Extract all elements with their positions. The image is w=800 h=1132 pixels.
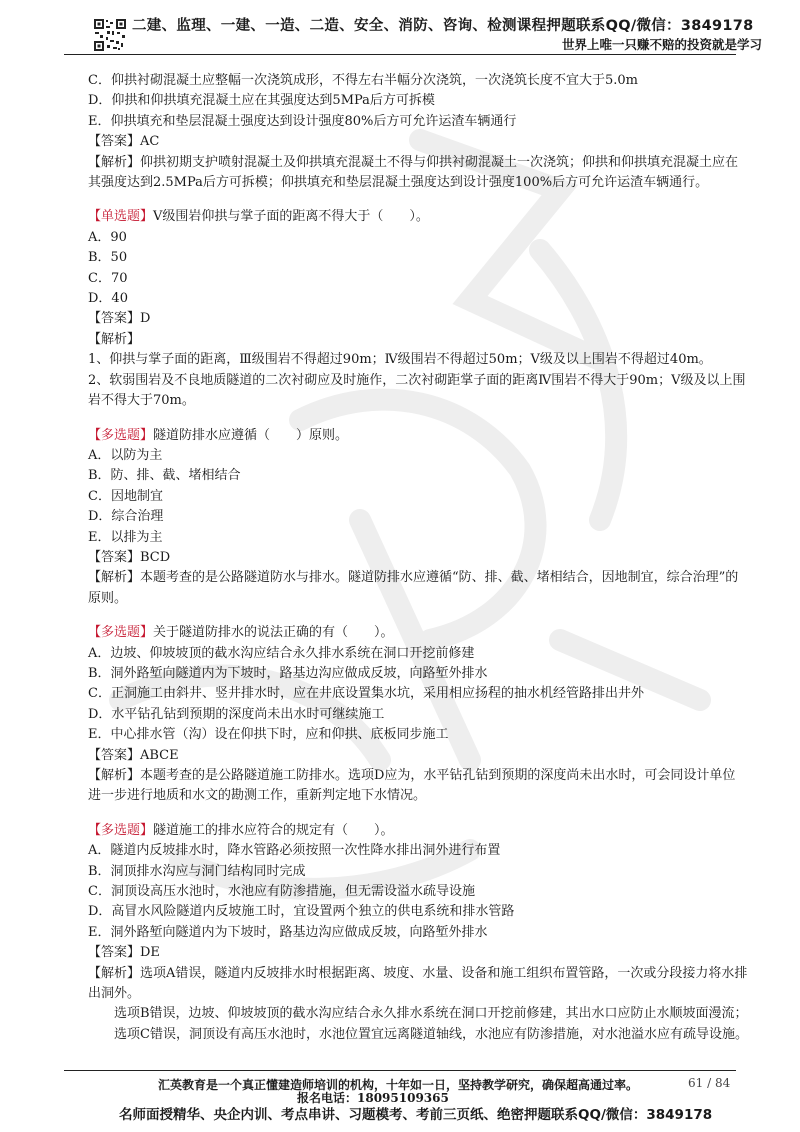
analysis-paragraph: 【解析】本题考查的是公路隧道防水与排水。隧道防排水应遵循“防、排、截、堵相结合，因地制宜，综合治理”的原则。 [88,570,739,606]
analysis-label: 【解析】 [88,331,141,347]
option-line: C．70 [88,270,128,286]
question-text: 关于隧道防排水的说法正确的有（ ）。 [153,625,394,641]
analysis-paragraph: 选项B错误，边坡、仰坡坡顶的截水沟应结合永久排水系统在洞口开挖前修建，其出水口应防止水顺坡面漫流； [114,1006,748,1022]
question-stem [88,426,748,446]
option-line: A．隧道内反坡排水时，降水管路必须按照一次性降水排出洞外进行布置 [88,843,501,859]
question-type-tag: 【多选题】 [88,822,154,838]
option-line: D．综合治理 [88,509,164,525]
header-divider [64,54,736,55]
option-line: B．50 [88,250,128,266]
question-text: V级围岩仰拱与掌子面的距离不得大于（ ）。 [153,209,429,225]
option-line: C．仰拱衬砌混凝土应整幅一次浇筑成形，不得左右半幅分次浇筑，一次浇筑长度不宜大于5.0m [88,73,638,88]
analysis-paragraph: 【解析】选项A错误，隧道内反坡排水时根据距离、坡度、水量、设备和施工组织布置管路，一次或分段接力将水排出洞外。 [88,965,748,1002]
footer-contact-line: 名师面授精华、央企内训、考点串讲、习题模考、考前三页纸、绝密押题联系QQ/微信：3849178 [119,1107,713,1123]
option-line: C．正洞施工由斜井、竖井排水时，应在井底设置集水坑，采用相应扬程的抽水机经管路排出井外 [88,686,644,702]
question-type-tag: 【多选题】 [88,427,154,443]
option-line: D．高冒水风险隧道内反坡施工时，宜设置两个独立的供电系统和排水管路 [88,904,515,920]
question-text: 隧道施工的排水应符合的规定有（ ）。 [153,822,394,838]
answer-line: 【答案】AC [88,134,160,150]
question-type-tag: 【单选题】 [88,209,154,225]
answer-line: 【答案】BCD [88,549,171,565]
page-number: 61 / 84 [688,1076,731,1090]
option-line: E．仰拱填充和垫层混凝土强度达到设计强度80%后方可允许运渣车辆通行 [88,113,517,129]
option-line: D．水平钻孔钻到预期的深度尚未出水时可继续施工 [88,706,385,722]
option-line: D．40 [88,291,128,307]
analysis-paragraph: 选项C错误，洞顶设有高压水池时，水池位置宜远离隧道轴线，水池应有防渗措施，对水池溢水应有疏导设施。 [114,1026,748,1042]
question-type-tag: 【多选题】 [88,625,154,641]
header-contact-line: 二建、监理、一建、一造、二造、安全、消防、咨询、检测课程押题联系QQ/微信：3849178 [132,18,754,34]
document-body [88,71,748,1045]
option-line: A．90 [88,229,127,245]
analysis-paragraph: 【解析】仰拱初期支护喷射混凝土及仰拱填充混凝土不得与仰拱衬砌混凝土一次浇筑；仰拱和仰拱填充混凝土应在其强度达到2.5MPa后方可拆模；仰拱填充和垫层混凝土强度达到设计强度100%后方可允许运渣车辆通行。 [88,154,739,191]
option-line: B．洞外路堑向隧道内为下坡时，路基边沟应做成反坡，向路堑外排水 [88,665,488,681]
option-line: B．防、排、截、堵相结合 [88,468,241,484]
footer-phone: 报名电话：18095109365 [297,1091,449,1105]
analysis-paragraph: 2、软弱围岩及不良地质隧道的二次衬砌应及时施作，二次衬砌距掌子面的距离Ⅳ围岩不得大于90m；Ⅴ级及以上围岩不得大于70m。 [88,372,746,409]
option-line: C．洞顶设高压水池时，水池应有防渗措施，但无需设溢水疏导设施 [88,884,475,900]
analysis-paragraph: 1、仰拱与掌子面的距离，Ⅲ级围岩不得超过90m；Ⅳ级围岩不得超过50m；Ⅴ级及以上围岩不得超过40m。 [88,352,712,368]
answer-line: 【答案】ABCE [88,747,179,763]
footer-slogan: 汇英教育是一个真正懂建造师培训的机构，十年如一日，坚持教学研究，确保超高通过率。 [158,1078,639,1092]
header-slogan: 世界上唯一只赚不赔的投资就是学习 [561,37,762,52]
answer-line: 【答案】DE [88,945,160,961]
analysis-paragraph: 【解析】本题考查的是公路隧道施工防排水。选项D应为，水平钻孔钻到预期的深度尚未出水时，可会同设计单位进一步进行地质和水文的勘测工作，重新判定地下水情况。 [88,768,736,804]
option-line: E．中心排水管（沟）设在仰拱下时，应和仰拱、底板同步施工 [88,727,449,743]
option-line: B．洞顶排水沟应与洞门结构同时完成 [88,863,306,879]
answer-line: 【答案】D [88,311,151,327]
option-line: A．以防为主 [88,447,163,463]
question-text: 隧道防排水应遵循（ ）原则。 [153,427,349,443]
option-line: E．洞外路堑向隧道内为下坡时，路基边沟应做成反坡，向路堑外排水 [88,924,488,940]
question-stem [88,207,748,227]
option-line: A．边坡、仰坡坡顶的截水沟应结合永久排水系统在洞口开挖前修建 [88,645,475,661]
option-line: C．因地制宜 [88,488,163,504]
qr-code-icon [93,18,127,52]
option-line: E．以排为主 [88,529,163,545]
footer-divider [64,1070,736,1071]
option-line: D．仰拱和仰拱填充混凝土应在其强度达到5MPa后方可拆模 [88,93,435,109]
question-stem [88,821,748,841]
question-stem [88,623,748,643]
